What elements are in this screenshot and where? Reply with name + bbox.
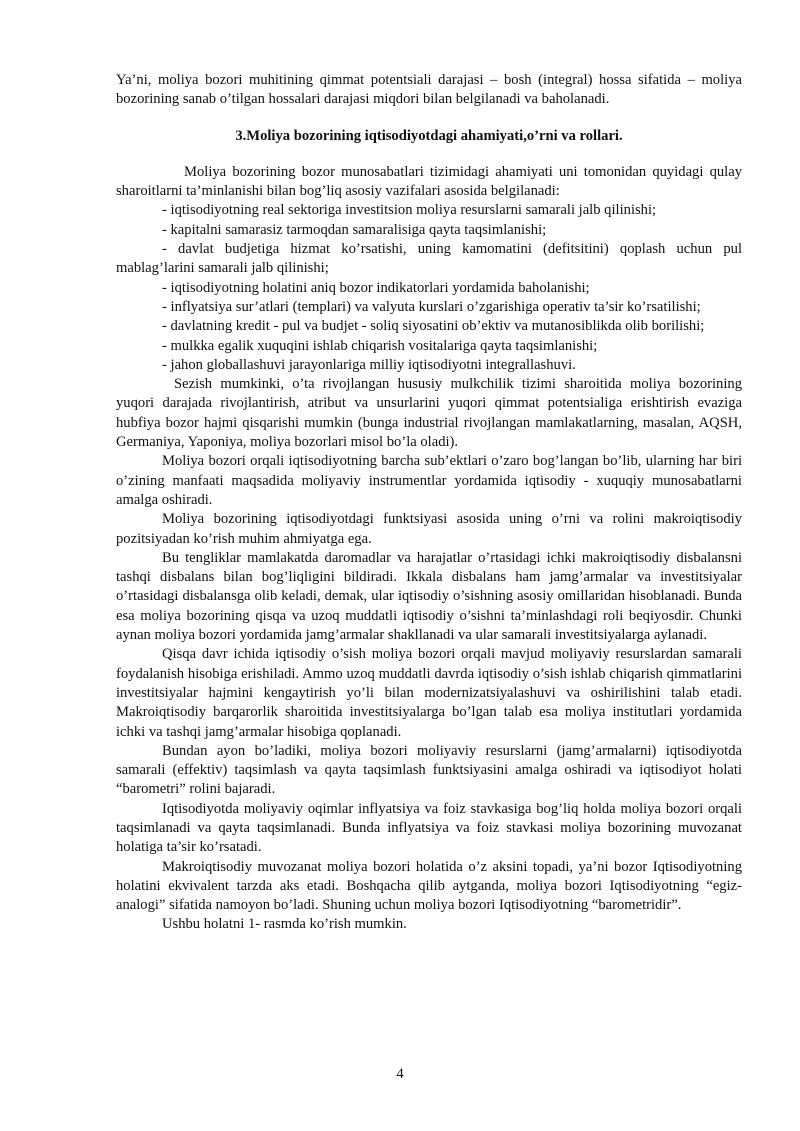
body-paragraph: Iqtisodiyotda moliyaviy oqimlar inflyatsiya va foiz stavkasiga bog’liq holda moliya bozori orqali taqsimlanadi va qayta taqsimlanadi. Bunda inflyatsiya va foiz stavkasi moliya bozorining muvozanat holatiga ta’sir ko’rsatadi.: [116, 800, 742, 856]
function-item: - inflyatsiya sur’atlari (templari) va valyuta kurslari o’zgarishiga operativ ta’sir ko’rsatilishi;: [162, 298, 701, 315]
intro-paragraph: Ya’ni, moliya bozori muhitining qimmat potentsiali darajasi – bosh (integral) hossa sifatida – moliya bozorining sanab o’tilgan hossalari darajasi miqdori bilan belgilanadi va baholanadi.: [116, 72, 742, 108]
function-item: - davlat budjetiga hizmat ko’rsatishi, uning kamomatini (defitsitini) qoplash uchun pul mablag’larini samarali jalb qilinishi;: [116, 241, 742, 277]
function-item: - iqtisodiyotning holatini aniq bozor indikatorlari yordamida baholanishi;: [162, 279, 590, 296]
body-paragraph: Moliya bozorining iqtisodiyotdagi funktsiyasi asosida uning o’rni va rolini makroiqtisodiy pozitsiyadan ko’rish muhim ahmiyatga ega.: [116, 511, 742, 547]
function-item: - kapitalni samarasiz tarmoqdan samaralisiga qayta taqsimlanishi;: [162, 221, 547, 238]
body-paragraph: Makroiqtisodiy muvozanat moliya bozori holatida o’z aksini topadi, ya’ni bozor Iqtisodiyotning holatini ekvivalent tarzda aks etadi. Boshqacha qilib aytganda, moliya bozori Iqtisodiyotning “egiz-analogi” sifatida namoyon bo’ladi. Shuning uchun moliya bozori Iqtisodiyotning “barometridir”.: [116, 858, 742, 914]
function-item: - mulkka egalik xuquqini ishlab chiqarish vositalariga qayta taqsimlanishi;: [162, 337, 598, 354]
function-item: - jahon globallashuvi jarayonlariga milliy iqtisodiyotni integrallashuvi.: [162, 356, 576, 373]
section-heading: 3.Moliya bozorining iqtisodiyotdagi ahamiyati,o’rni va rollari.: [235, 127, 623, 144]
body-paragraph: Bu tengliklar mamlakatda daromadlar va harajatlar o’rtasidagi ichki makroiqtisodiy disbalansni tashqi disbalans bilan bog’liqligini bildiradi. Ikkala disbalans ham jamg’armalar va investitsiyalar o’rtasidagi disbalansga olib keladi, demak, ular iqtisodiy o’sishning asosiy omillaridan hisoblanadi. Bunda esa moliya bozorining qisqa va uzoq muddatli iqtisodiy o’sishni ta’minlashdagi roli beqiyosdir. Chunki aynan moliya bozori yordamida jamg’armalar shakllanadi va ular samarali investitsiyalarga aylanadi.: [116, 549, 742, 644]
function-item: - iqtisodiyotning real sektoriga investitsion moliya resurslarni samarali jalb qilinishi;: [162, 202, 657, 219]
body-paragraph: Moliya bozori orqali iqtisodiyotning barcha sub’ektlari o’zaro bog’langan bo’lib, ularning har biri o’zining manfaati maqsadida moliyaviy instrumentlar yordamida iqtisodiy - xuquqiy munosabatlarni amalga oshiradi.: [116, 453, 742, 508]
body-paragraph: Qisqa davr ichida iqtisodiy o’sish moliya bozori orqali mavjud moliyaviy resurslardan samarali foydalanish hisobiga erishiladi. Ammo uzoq muddatli davrda iqtisodiy o’sish ishlab chiqarish qimmatlarini investitsiyalar hajmini kengaytirish yo’li bilan modernizatsiyalashuvi va oshirilishini talab etadi. Makroiqtisodiy barqarorlik sharoitida investitsiyalarga bo’lgan talab esa moliya institutlari yordamida ichki va tashqi jamg’armalar hisobiga qoplanadi.: [116, 646, 742, 740]
body-paragraph: Sezish mumkinki, o’ta rivojlangan hususiy mulkchilik tizimi sharoitida moliya bozorining yuqori darajada rivojlantirish, atribut va unsurlarini yuqori qimmat potentsialiga erishtirish evaziga hubfiya bozor hajmi qisqarishi mumkin (bunga industrial rivojlangan mamlakatlarning, masalan, AQSH, Germaniya, Yaponiya, moliya bozorlari misol bo’la oladi).: [116, 376, 742, 451]
body-paragraph: Bundan ayon bo’ladiki, moliya bozori moliyaviy resurslarni (jamg’armalarni) iqtisodiyotda samarali (effektiv) taqsimlash va qayta taqsimlash funktsiyasini amalga oshiradi va iqtisodiyot holati “barometri” rolini bajaradi.: [116, 742, 742, 798]
document-page: [116, 71, 742, 935]
function-item: - davlatning kredit - pul va budjet - soliq siyosatini ob’ektiv va mutanosiblikda olib borilishi;: [162, 318, 705, 335]
lead-paragraph: Moliya bozorining bozor munosabatlari tizimidagi ahamiyati uni tomonidan quyidagi qulay sharoitlarni ta’minlanishi bilan bog’liq asosiy vazifalari asosida belgilanadi:: [116, 163, 742, 200]
body-paragraph: Ushbu holatni 1- rasmda ko’rish mumkin.: [162, 916, 407, 933]
page-number: 4: [396, 1066, 404, 1082]
